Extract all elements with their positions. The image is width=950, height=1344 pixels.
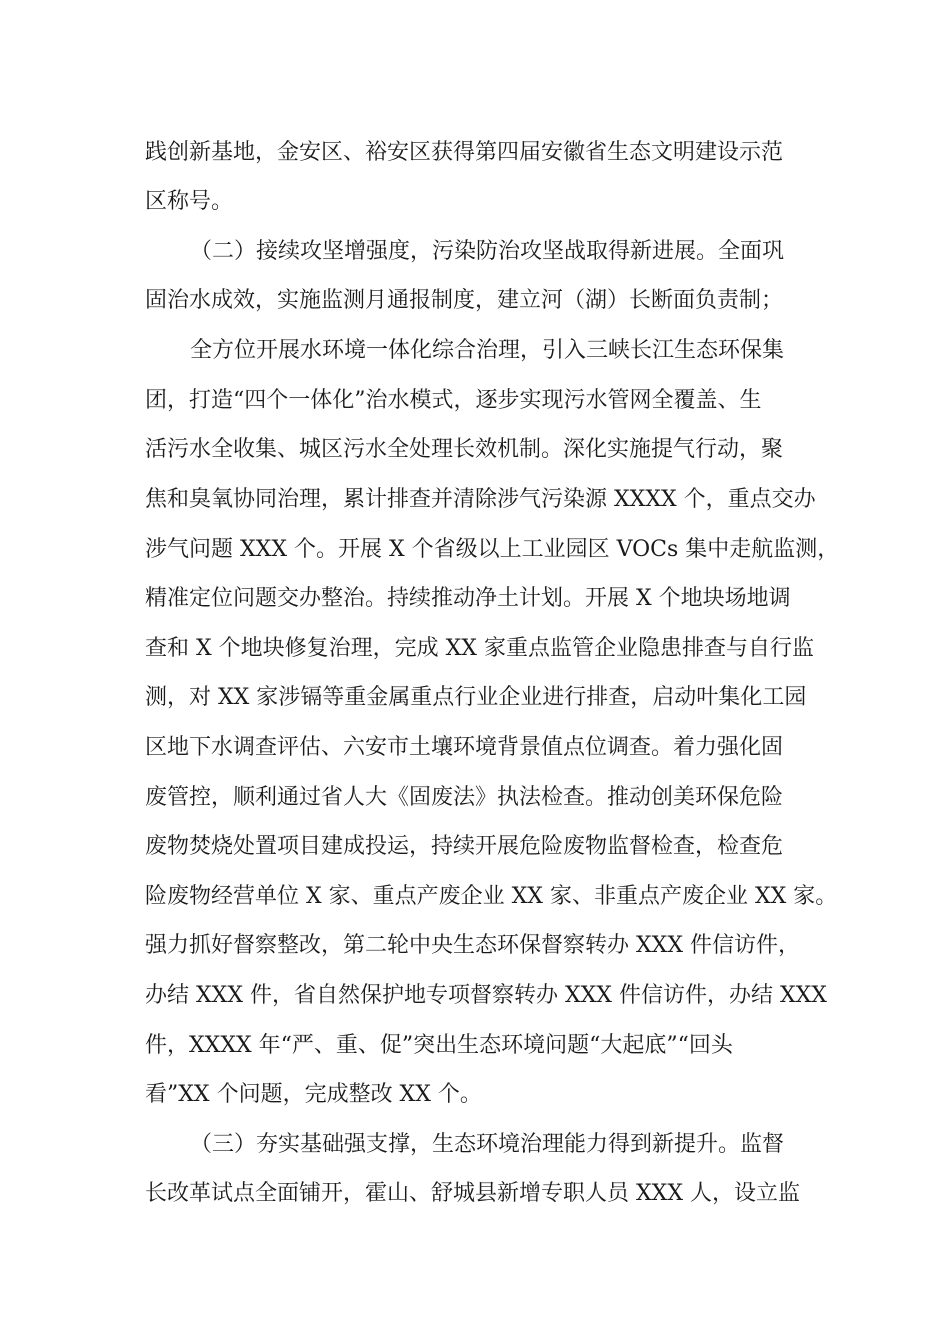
text-line: 焦和臭氧协同治理，累计排查并清除涉气污染源 XXXX 个，重点交办 [145, 487, 816, 512]
text-line: 废管控，顺利通过省人大《固废法》执法检查。推动创美环保危险 [145, 785, 784, 810]
paragraph-first-line: （三）夯实基础强支撑，生态环境治理能力得到新提升。监督 [190, 1132, 785, 1157]
text-line: 践创新基地，金安区、裕安区获得第四届安徽省生态文明建设示范 [145, 140, 784, 165]
paragraph-first-line: （二）接续攻坚增强度，污染防治攻坚战取得新进展。全面巩 [190, 239, 785, 264]
text-line: 区称号。 [145, 189, 234, 214]
text-line: 险废物经营单位 X 家、重点产废企业 XX 家、非重点产废企业 XX 家。 [145, 884, 838, 909]
text-line: 精准定位问题交办整治。持续推动净土计划。开展 X 个地块场地调 [145, 586, 791, 611]
text-line: 团，打造“四个一体化”治水模式，逐步实现污水管网全覆盖、生 [145, 388, 762, 413]
text-line: 固治水成效，实施监测月通报制度，建立河（湖）长断面负责制； [145, 288, 784, 313]
text-line: 区地下水调查评估、六安市土壤环境背景值点位调查。着力强化固 [145, 735, 784, 760]
text-line: 看”XX 个问题，完成整改 XX 个。 [145, 1082, 482, 1107]
text-line: 件，XXXX 年“严、重、促”突出生态环境问题“大起底”“回头 [145, 1033, 733, 1058]
paragraph-first-line: 全方位开展水环境一体化综合治理，引入三峡长江生态环保集 [190, 338, 785, 363]
text-line: 长改革试点全面铺开，霍山、舒城县新增专职人员 XXX 人，设立监 [145, 1181, 800, 1206]
text-line: 涉气问题 XXX 个。开展 X 个省级以上工业园区 VOCs 集中走航监测， [145, 537, 840, 562]
text-line: 办结 XXX 件，省自然保护地专项督察转办 XXX 件信访件，办结 XXX [145, 983, 827, 1008]
text-line: 活污水全收集、城区污水全处理长效机制。深化实施提气行动，聚 [145, 437, 784, 462]
text-line: 查和 X 个地块修复治理，完成 XX 家重点监管企业隐患排查与自行监 [145, 636, 814, 661]
text-line: 测，对 XX 家涉镉等重金属重点行业企业进行排查，启动叶集化工园 [145, 685, 807, 710]
text-line: 强力抓好督察整改，第二轮中央生态环保督察转办 XXX 件信访件， [145, 933, 800, 958]
text-line: 废物焚烧处置项目建成投运，持续开展危险废物监督检查，检查危 [145, 834, 784, 859]
